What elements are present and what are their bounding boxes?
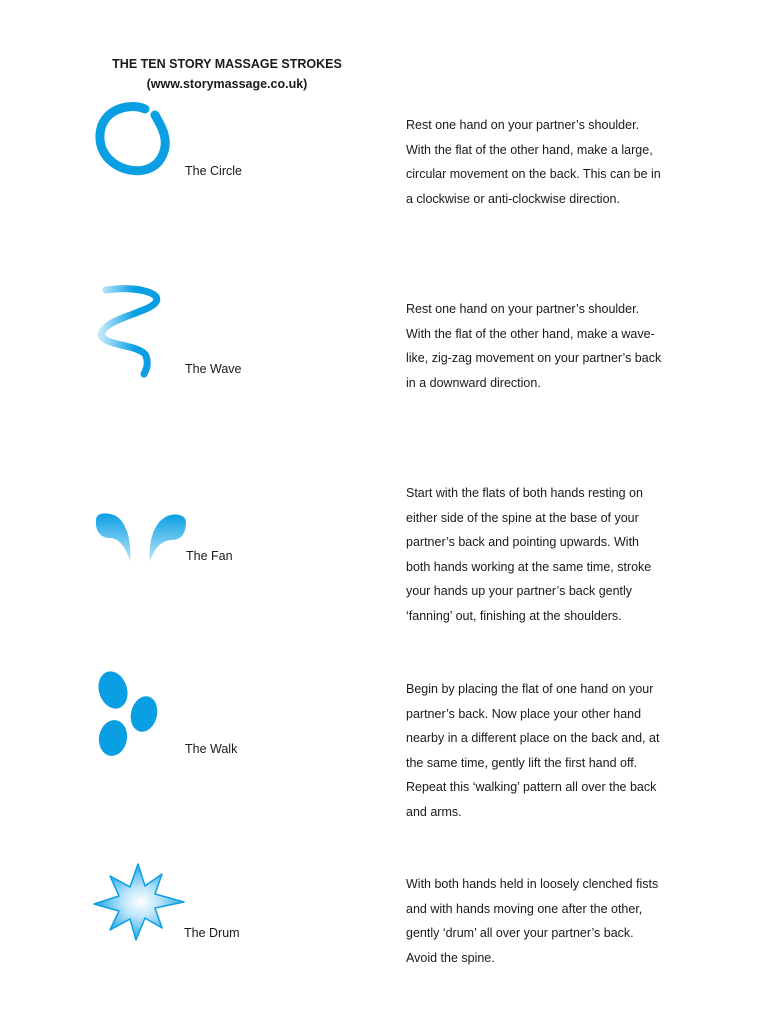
- stroke-name-fan: The Fan: [186, 549, 233, 563]
- description-line: your hands up your partner’s back gently: [406, 584, 633, 599]
- description-line: and arms.: [406, 804, 462, 819]
- description-line: Avoid the spine.: [406, 950, 495, 965]
- drum-stroke-icon: [92, 862, 186, 942]
- stroke-name-walk: The Walk: [185, 742, 238, 756]
- description-line: both hands working at the same time, stroke: [406, 559, 652, 574]
- description-line: either side of the spine at the base of your: [406, 510, 639, 525]
- fan-stroke-icon: [92, 510, 190, 566]
- description-line: circular movement on the back. This can be in: [406, 167, 661, 182]
- description-line: and with hands moving one after the other,: [406, 901, 643, 916]
- description-line: the same time, gently lift the first hand off.: [406, 755, 638, 770]
- stroke-description-fan: [406, 481, 681, 629]
- stroke-name-drum: The Drum: [184, 926, 240, 940]
- description-line: Repeat this ‘walking’ pattern all over the back: [406, 780, 657, 795]
- stroke-description-wave: [406, 297, 681, 395]
- stroke-description-drum: [406, 872, 681, 970]
- description-line: gently ‘drum’ all over your partner’s back.: [406, 926, 634, 941]
- description-line: Start with the flats of both hands resting on: [406, 486, 643, 500]
- description-line: Rest one hand on your partner’s shoulder.: [406, 118, 640, 132]
- description-line: partner’s back. Now place your other hand: [406, 706, 642, 721]
- description-line: in a downward direction.: [406, 375, 541, 390]
- stroke-description-circle: [406, 113, 681, 211]
- circle-stroke-icon: [92, 100, 172, 182]
- stroke-description-walk: [406, 677, 681, 825]
- website-link[interactable]: (www.storymassage.co.uk): [146, 77, 308, 91]
- description-line: Begin by placing the flat of one hand on your: [406, 682, 654, 696]
- wave-stroke-icon: [94, 284, 166, 378]
- description-line: nearby in a different place on the back and, at: [406, 731, 660, 746]
- description-line: With the flat of the other hand, make a wave-: [406, 326, 655, 341]
- description-line: partner’s back and pointing upwards. With: [406, 535, 640, 550]
- page-title: THE TEN STORY MASSAGE STROKES: [112, 57, 342, 71]
- description-line: With both hands held in loosely clenched fists: [406, 877, 659, 891]
- description-line: ‘fanning’ out, finishing at the shoulders.: [406, 608, 622, 623]
- description-line: a clockwise or anti-clockwise direction.: [406, 191, 620, 206]
- description-line: With the flat of the other hand, make a large,: [406, 142, 653, 157]
- walk-stroke-icon: [94, 668, 162, 760]
- stroke-name-wave: The Wave: [185, 362, 242, 376]
- description-line: like, zig-zag movement on your partner’s back: [406, 351, 662, 366]
- description-line: Rest one hand on your partner’s shoulder.: [406, 302, 640, 316]
- stroke-name-circle: The Circle: [185, 164, 242, 178]
